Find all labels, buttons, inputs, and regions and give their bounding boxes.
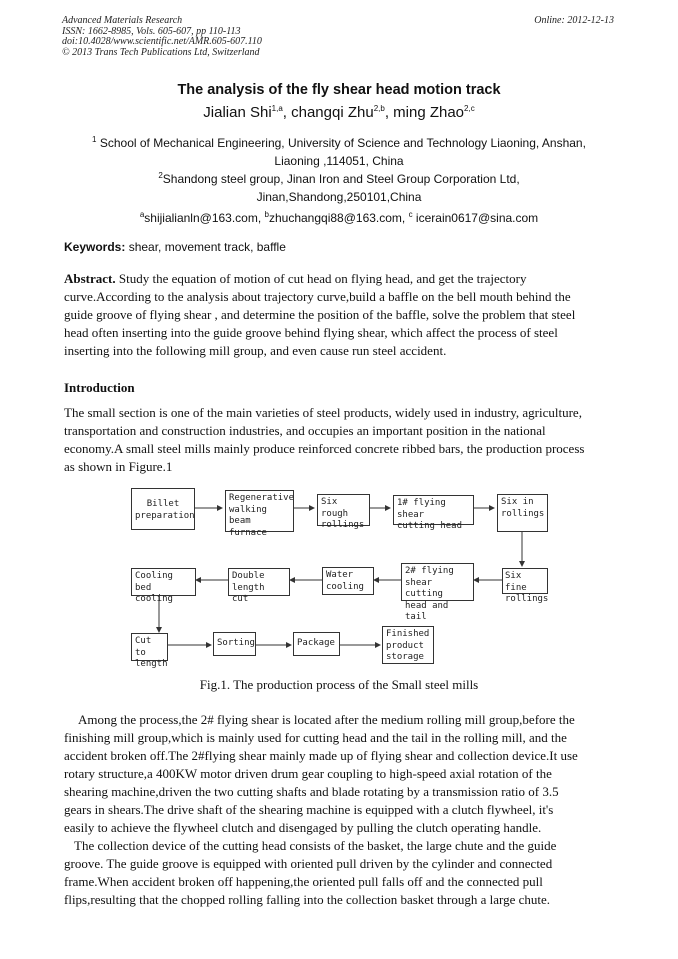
body-line: Among the process,the 2# flying shear is located after the medium rolling mill group,before the (78, 712, 575, 727)
body-line: rotary structure,a 400KW motor driven drum gear coupling to high-speed axial rotation of the (64, 766, 552, 781)
flow-box-water-cooling (322, 567, 374, 595)
box-text: 1# flying shear (397, 498, 446, 520)
email-sup: a (139, 210, 145, 219)
box-text: Package (297, 638, 335, 648)
box-text: product (386, 640, 424, 651)
author-sep: , (282, 104, 292, 121)
box-text: preparation (135, 510, 195, 521)
box-text: Finished (386, 629, 430, 639)
flow-box-1-flying-shear (393, 495, 474, 531)
box-text: head and tail (405, 600, 449, 622)
box-text: Double (232, 571, 265, 581)
journal-doi: doi:10.4028/www.scientific.net/AMR.605-607.110 (62, 36, 262, 47)
author-sup: 1,a (271, 104, 283, 113)
box-text: Cut to (135, 636, 152, 658)
flow-box-package (293, 632, 340, 656)
author-name: ming Zhao (393, 104, 465, 121)
intro-line: transportation and construction industries, and occupies an important position in the national (64, 423, 546, 438)
box-text: Regenerative (229, 493, 295, 503)
author-name: changqi Zhu (291, 104, 374, 121)
abstract-line: guide groove of flying shear , and determine the position of the baffle, solve the problem that steel (64, 307, 576, 322)
email-sup: b (264, 210, 269, 219)
box-text: cooling (326, 581, 364, 592)
body-line: groove. The guide groove is equipped with oriented pull driven by the cylinder and connected (64, 856, 553, 871)
flow-box-finished-storage (382, 626, 434, 664)
box-text: 2# flying (405, 566, 454, 576)
box-text: length (135, 659, 168, 669)
box-text: shear cutting (405, 577, 443, 599)
keywords-text: shear, movement track, baffle (125, 240, 286, 254)
aff1-line1: School of Mechanical Engineering, University of Science and Technology Liaoning, Anshan, (99, 136, 586, 150)
online-date: Online: 2012-12-13 (534, 15, 614, 26)
box-text: rollings (501, 508, 545, 519)
author-sep: , (384, 104, 394, 121)
box-text: Six rough (321, 497, 349, 519)
figure-caption: Fig.1. The production process of the Small steel mills (199, 677, 479, 692)
intro-heading: Introduction (64, 380, 135, 395)
flow-box-2-flying-shear (401, 563, 474, 622)
author-sup: 2,b (373, 104, 385, 113)
box-text: rollings (505, 594, 549, 604)
abstract-line: inserting into the following mill group, and even cause run steel accident. (64, 343, 447, 358)
box-text: walking beam (229, 504, 267, 526)
box-text: Billet (146, 499, 180, 509)
box-text: length cut (232, 582, 265, 604)
flow-box-cooling-bed (131, 568, 196, 604)
body-paragraph-1 (64, 711, 613, 837)
body-line: frame.When accident broken off happening,the oriented pull falls off and the connected pull (64, 874, 543, 889)
flow-box-six-fine-rollings (502, 568, 549, 604)
box-text: rollings (321, 520, 365, 530)
intro-line: as shown in Figure.1 (64, 459, 173, 474)
abstract-line: head often inserting into the guide groove behind flying shear, which affect the process of steel (64, 325, 558, 340)
aff2-sup: 2 (158, 171, 163, 180)
intro-line: The small section is one of the main varieties of steel products, widely used in industry, agriculture, (64, 405, 582, 420)
box-text: bed cooling (135, 582, 173, 604)
body-paragraph-2 (64, 837, 613, 909)
flow-box-cut-to-length (131, 633, 168, 669)
abstract-line: curve.According to the analysis about trajectory curve,build a baffle on the bell mouth behind the (64, 289, 571, 304)
body-line: flips,resulting that the chopped rolling falling into the collection basket through a large chute. (64, 892, 551, 907)
box-text: Cooling (135, 571, 173, 581)
box-text: Sorting (217, 638, 255, 648)
box-text: Water (326, 570, 354, 580)
paper-title: The analysis of the fly shear head motion track (177, 82, 501, 98)
abstract-label: Abstract. (64, 271, 116, 286)
journal-name: Advanced Materials Research (62, 15, 183, 26)
author-sup: 2,c (464, 104, 475, 113)
flow-box-double-length-cut (228, 568, 290, 604)
email-b: zhuchangqi88@163.com, (268, 211, 409, 225)
aff1-sup: 1 (92, 135, 97, 144)
aff2-line1: Shandong steel group, Jinan Iron and Steel Group Corporation Ltd, (162, 172, 520, 186)
email-sup: c (408, 210, 413, 219)
flow-box-six-in-rollings (497, 494, 548, 532)
box-text: storage (386, 652, 424, 662)
body-line: gears in shears.The drive shaft of the shearing machine is equipped with a clutch flywheel, it's (64, 802, 554, 817)
body-line: finishing mill group,which is mainly used for cutting head and the tail in the rolling mill, and the (64, 730, 567, 745)
flow-box-furnace (225, 490, 295, 538)
flow-box-sorting (213, 632, 256, 656)
aff2-line2: Jinan,Shandong,250101,China (256, 190, 422, 204)
intro-line: economy.A small steel mills mainly produce reinforced concrete ribbed bars, the production process (64, 441, 585, 456)
box-text: Six in (501, 497, 534, 507)
box-text: cutting head (397, 521, 463, 531)
flow-box-rough-rollings (317, 494, 370, 530)
email-a: shijialianln@163.com, (144, 211, 265, 225)
body-line: shearing machine,driven the two cutting shafts and blade rotating by a transmission ratio of 3.5 (64, 784, 559, 799)
box-text: furnace (229, 527, 267, 538)
body-line: easily to achieve the flywheel clutch and disengaged by pulling the clutch operating handle. (64, 820, 542, 835)
journal-issn: ISSN: 1662-8985, Vols. 605-607, pp 110-113 (62, 25, 241, 37)
email-c: icerain0617@sina.com (412, 211, 539, 225)
box-text: Six fine (505, 571, 527, 593)
author-name: Jialian Shi (203, 104, 272, 121)
abstract-line: Study the equation of motion of cut head on flying head, and get the trajectory (115, 271, 527, 286)
body-line: The collection device of the cutting head consists of the basket, the large chute and the guide (74, 838, 557, 853)
keywords-label: Keywords: (64, 240, 126, 254)
flow-box-billet (131, 488, 195, 530)
aff1-line2: Liaoning ,114051, China (274, 154, 404, 168)
body-line: accident broken off.The 2#flying shear mainly made up of flying shear and collection device.It use (64, 748, 578, 763)
journal-copyright: © 2013 Trans Tech Publications Ltd, Switzerland (62, 46, 260, 58)
